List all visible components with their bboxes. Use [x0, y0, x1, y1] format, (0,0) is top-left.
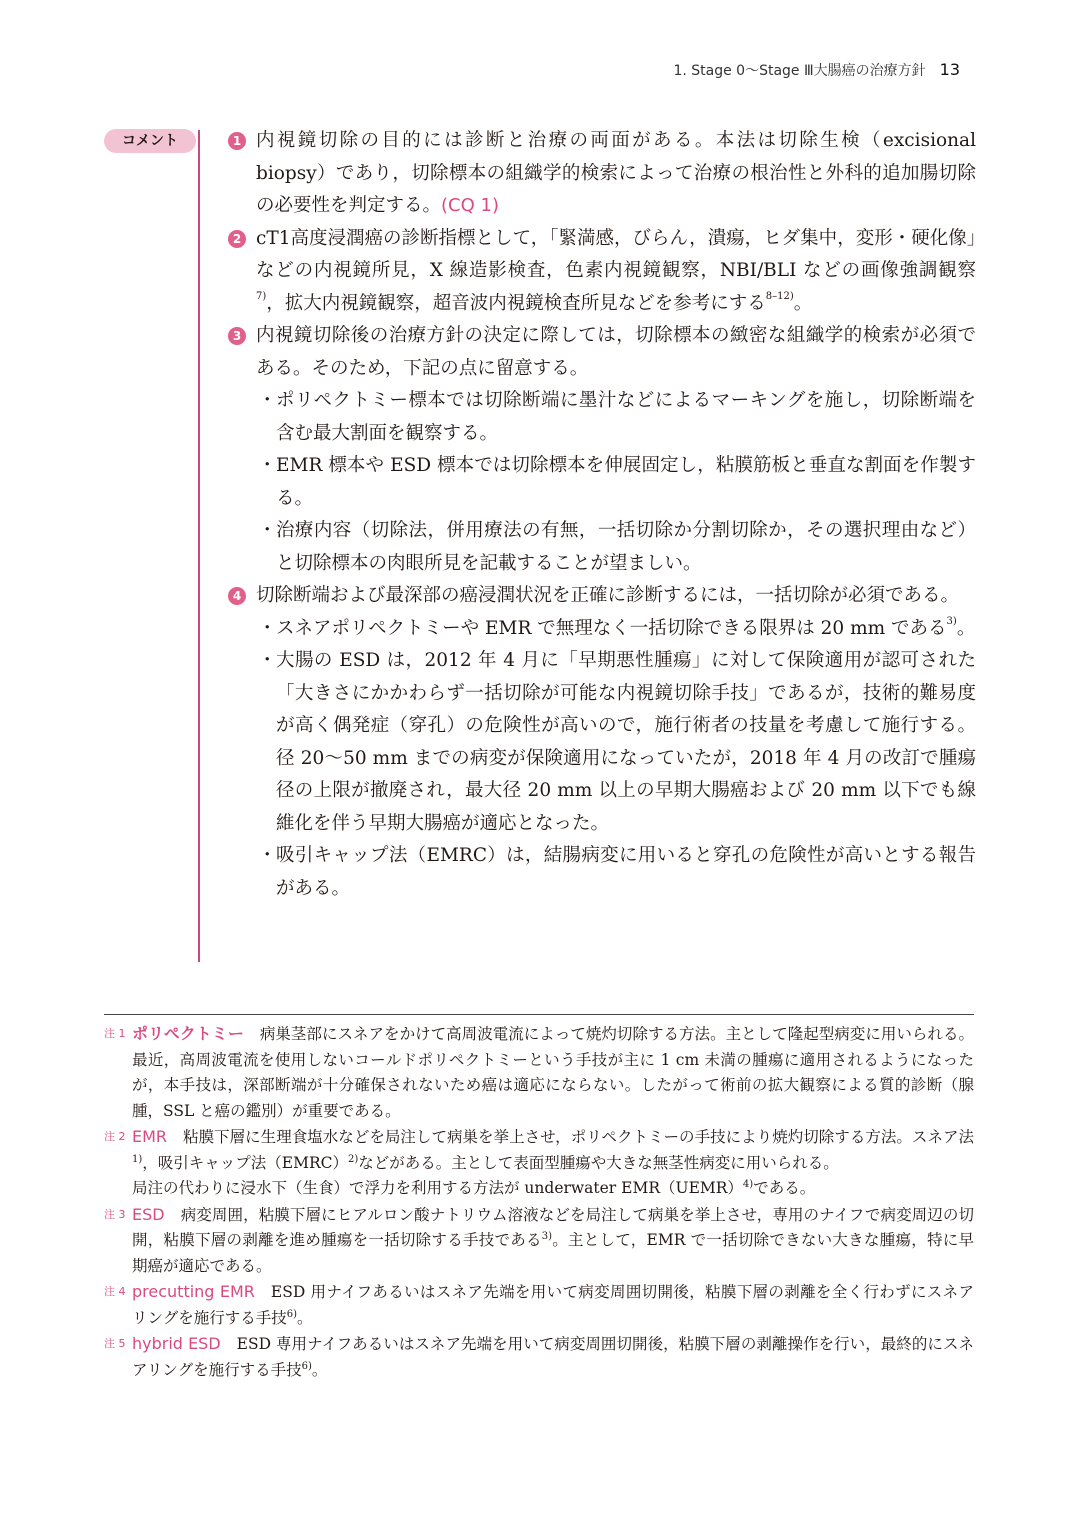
- item-number-2: 2: [228, 230, 246, 248]
- footnote-tag: 注 5: [104, 1337, 126, 1350]
- footnote-text: 病変周囲，粘膜下層にヒアルロン酸ナトリウム溶液などを局注して病巣を挙上させ，専用のナイフで病変周辺の切開，粘膜下層の剥離を進め腫瘍を一括切除する手技である: [132, 1205, 974, 1249]
- footnote-tag: 注 2: [104, 1130, 126, 1143]
- item-number-1: 1: [228, 132, 246, 150]
- footnote-4: [104, 1279, 974, 1331]
- footnote-5: [104, 1331, 974, 1383]
- footnotes: [104, 1021, 974, 1383]
- comment-vertical-rule: [198, 130, 200, 962]
- citation: 6): [286, 1308, 297, 1320]
- item-number-3: 3: [228, 327, 246, 345]
- footnote-text: 。主として，EMR で一括切除できない大きな腫瘍，特に早期癌が適応である。: [132, 1231, 974, 1275]
- footnote-text: 。: [311, 1360, 328, 1379]
- chapter-title: 1. Stage 0～Stage Ⅲ大腸癌の治療方針: [673, 63, 926, 79]
- item-text: ，拡大内視鏡観察，超音波内視鏡検査所見などを参考にする: [266, 292, 766, 314]
- footnote-text: ESD 用ナイフあるいはスネア先端を用いて病変周囲切開後，粘膜下層の剥離を全く行わずにスネアリングを施行する手技: [132, 1283, 974, 1327]
- bullet-mark: ・: [258, 650, 277, 671]
- footnote-2: [104, 1124, 974, 1176]
- citation: 4): [742, 1179, 754, 1190]
- running-header: [673, 60, 960, 80]
- item-text: 内視鏡切除後の治療方針の決定に際しては，切除標本の緻密な組織学的検索が必須である。そのため，下記の点に留意する。: [256, 325, 976, 379]
- item-text: cT1高度浸潤癌の診断指標として，「緊満感，びらん，潰瘍，ヒダ集中，変形・硬化像」などの内視鏡所見，X 線造影検査，色素内視鏡観察，NBI/BLI などの画像強調観察: [256, 227, 976, 281]
- footnote-1: [104, 1021, 974, 1124]
- citation: 2): [347, 1153, 359, 1165]
- comment-label: コメント: [104, 129, 196, 153]
- footnote-3: [104, 1202, 974, 1280]
- comment-item-1: [228, 125, 976, 223]
- list-item: [228, 613, 976, 646]
- list-item: [228, 515, 976, 580]
- footnote-tag: 注 4: [104, 1285, 126, 1298]
- citation: 6): [301, 1360, 312, 1372]
- item-text: 内視鏡切除の目的には診断と治療の両面がある。本法は切除生検（excisional biopsy）であり，切除標本の組織学的検索によって治療の根治性と外科的追加腸切除の必要性を判定する。: [256, 130, 976, 216]
- footnote-text: などがある。主として表面型腫瘍や大きな無茎性病変に用いられる。: [358, 1153, 839, 1172]
- list-item: [228, 385, 976, 450]
- footnote-tag: 注 1: [104, 1027, 126, 1040]
- bullet-text: ポリペクトミー標本では切除断端に墨汁などによるマーキングを施し，切除断端を含む最大割面を観察する。: [276, 390, 976, 444]
- footnote-divider: [104, 1014, 974, 1015]
- footnote-text: 。: [296, 1308, 313, 1327]
- footnote-text: 粘膜下層に生理食塩水などを局注して病巣を挙上させ，ポリペクトミーの手技により焼灼切除する方法。スネア法: [183, 1128, 974, 1146]
- footnote-term: precutting EMR: [132, 1282, 255, 1301]
- comment-item-3: [228, 320, 976, 385]
- footnote-term: ESD: [132, 1204, 165, 1224]
- footnote-2-continuation: [104, 1176, 974, 1202]
- footnote-text: ，吸引キャップ法（EMRC）: [142, 1153, 348, 1172]
- item-text: 切除断端および最深部の癌浸潤状況を正確に診断するには，一括切除が必須である。: [256, 585, 960, 606]
- item-text: 。: [793, 292, 813, 314]
- bullet-text: 大腸の ESD は，2012 年 4 月に「早期悪性腫瘍」に対して保険適用が認可された「大きさにかかわらず一括切除が可能な内視鏡切除手技」であるが，技術的難易度が高く偶発症（穿孔）の危険性が高いので，施行術者の技量を考慮して施行する。径 20〜50 mm までの病変が保険適用になっていたが，2018 年 4 月の改訂で腫瘍径の上限が撤廃され，最大径 20 mm 以上の早期大腸癌および 20 mm 以下でも線維化を伴う早期大腸癌が適応となった。: [276, 650, 976, 834]
- citation: 1): [132, 1153, 143, 1165]
- citation: 3): [541, 1231, 553, 1242]
- bullet-mark: ・: [258, 390, 277, 411]
- comment-item-2: [228, 223, 976, 321]
- bullet-text: EMR 標本や ESD 標本では切除標本を伸展固定し，粘膜筋板と垂直な割面を作製する。: [276, 455, 976, 509]
- footnote-term: EMR: [132, 1127, 168, 1146]
- bullet-text: 治療内容（切除法，併用療法の有無，一括切除か分割切除か，その選択理由など）と切除標本の肉眼所見を記載することが望ましい。: [276, 520, 976, 574]
- page-number: 13: [939, 60, 960, 79]
- cq-link[interactable]: (CQ 1): [441, 195, 499, 216]
- footnote-text: である。: [753, 1179, 816, 1197]
- bullet-text: 吸引キャップ法（EMRC）は，結腸病変に用いると穿孔の危険性が高いとする報告がある。: [276, 845, 976, 899]
- footnote-text: ESD 専用ナイフあるいはスネア先端を用いて病変周囲切開後，粘膜下層の剥離操作を行い，最終的にスネアリングを施行する手技: [132, 1335, 974, 1379]
- footnote-text: 病巣茎部にスネアをかけて高周波電流によって焼灼切除する方法。主として隆起型病変に用いられる。最近，高周波電流を使用しないコールドポリペクトミーという手技が主に 1 cm 未満の腫瘍に適用されるようになったが，本手技は，深部断端が十分確保されないため癌は適応にならない。したがって術前の拡大観察による質的診断（腺腫，SSL と癌の鑑別）が重要である。: [132, 1025, 974, 1120]
- list-item: [228, 840, 976, 905]
- footnote-term: hybrid ESD: [132, 1334, 221, 1353]
- bullet-text: 。: [956, 617, 976, 639]
- bullet-text: スネアポリペクトミーや EMR で無理なく一括切除できる限界は 20 mm である: [276, 617, 947, 639]
- item-number-4: 4: [228, 587, 246, 605]
- comment-item-4: [228, 580, 976, 613]
- bullet-mark: ・: [258, 455, 277, 476]
- list-item: [228, 645, 976, 840]
- footnote-tag: 注 3: [104, 1207, 126, 1221]
- bullet-mark: ・: [258, 617, 277, 639]
- bullet-mark: ・: [258, 845, 277, 866]
- bullet-mark: ・: [258, 520, 277, 541]
- footnote-term: ポリペクトミー: [132, 1024, 244, 1043]
- list-item: [228, 450, 976, 515]
- citation: 3): [946, 615, 957, 627]
- comment-body: [228, 125, 976, 905]
- citation: 8–12): [765, 290, 794, 302]
- footnote-text: 局注の代わりに浸水下（生食）で浮力を利用する方法が underwater EMR（UEMR）: [132, 1179, 743, 1197]
- citation: 7): [256, 290, 267, 302]
